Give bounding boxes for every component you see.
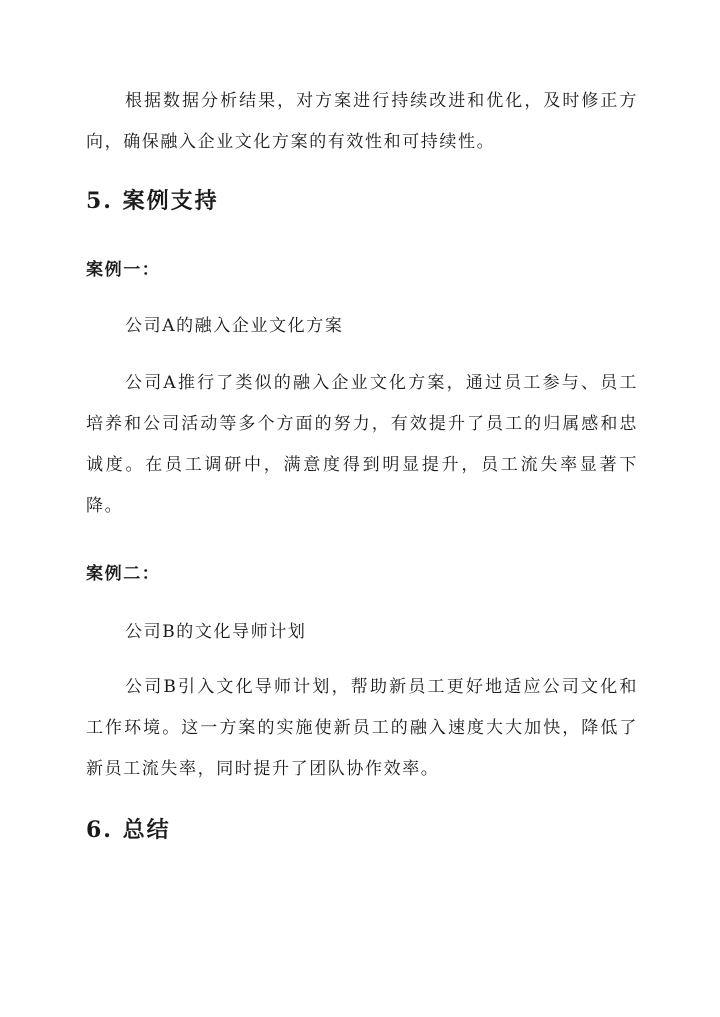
intro-paragraph: 根据数据分析结果，对方案进行持续改进和优化，及时修正方向，确保融入企业文化方案的有效性和可持续性。: [86, 91, 638, 152]
case-1-label: 案例一：: [86, 260, 161, 280]
section-5-heading: 5. 案例支持: [86, 188, 219, 214]
case-1-body: 公司A推行了类似的融入企业文化方案，通过员工参与、员工培养和公司活动等多个方面的努力，有效提升了员工的归属感和忠诚度。在员工调研中，满意度得到明显提升，员工流失率显著下降。: [86, 373, 638, 516]
section-6-heading: 6. 总结: [86, 817, 171, 843]
case-2-label: 案例二：: [86, 564, 161, 584]
case-1-title: 公司A的融入企业文化方案: [125, 316, 344, 336]
case-2-title: 公司B的文化导师计划: [125, 622, 307, 642]
case-2-body: 公司B引入文化导师计划，帮助新员工更好地适应公司文化和工作环境。这一方案的实施使新员工的融入速度大大加快，降低了新员工流失率，同时提升了团队协作效率。: [86, 677, 638, 779]
